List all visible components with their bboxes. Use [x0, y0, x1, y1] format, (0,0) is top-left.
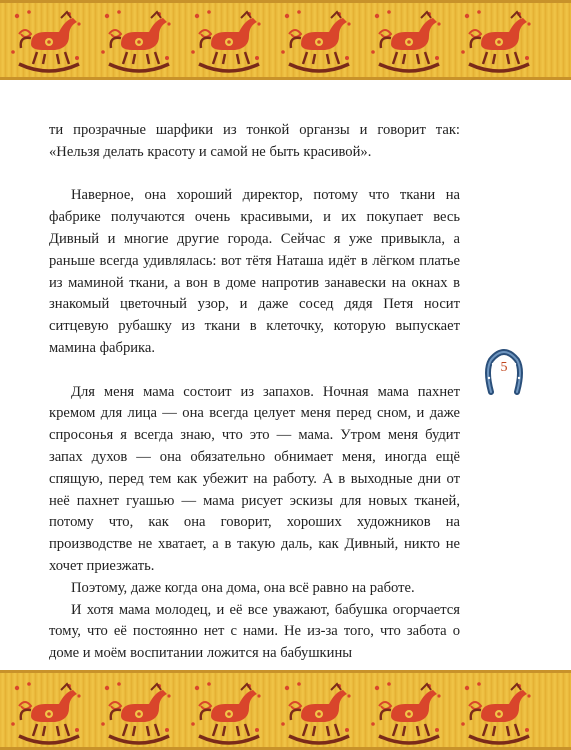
paragraph-1: ти прозрачные шарфики из тонкой органзы и говорит так: «Нельзя делать красоту и самой не быть красивой». [49, 122, 460, 160]
paragraph-4: Поэтому, даже когда она дома, она всё равно на работе. [71, 579, 415, 596]
page-number: 5 [500, 360, 508, 375]
top-ornament-band [0, 0, 571, 80]
bottom-ornament-band [0, 670, 571, 750]
body-text [49, 120, 460, 665]
paragraph-2: Наверное, она хороший директор, потому что ткани на фабрике получаются очень красивыми, и их покупает весь Дивный и многие другие города. Сейчас я уже привыкла, а раньше всегда удивлялась: вот тётя Наташа идёт в лёгком платье из маминой ткани, а вон в доме напротив занавески на окнах в знакомый цветочный узор, и даже сосед дядя Петя носит ситцевую рубашку из ткани в клеточку, которую выпускает мамина фабрика. [49, 187, 460, 356]
rocking-horse-pattern-top [0, 0, 571, 80]
paragraph-3: Для меня мама состоит из запахов. Ночная мама пахнет кремом для лица — она всегда целует меня перед сном, и даже спросонья я всегда знаю, что это — мама. Утром меня будит запах духов — она обязательно обнимает меня, иногда ещё спящую, перед тем как убежит на работу. А в выходные дни от неё пахнет гуашью — мама рисует эскизы для новых тканей, потому что, как она говорит, хороших художников на производстве не хватает, а в такую даль, как Дивный, никто не хочет приезжать. [49, 383, 460, 574]
paragraph-5: И хотя мама молодец, и её все уважают, бабушка огорчается тому, что её постоянно нет с нами. Не из-за того, что забота о доме и моём воспитании ложится на бабушкины [49, 601, 460, 662]
rocking-horse-pattern-bottom [0, 670, 571, 750]
